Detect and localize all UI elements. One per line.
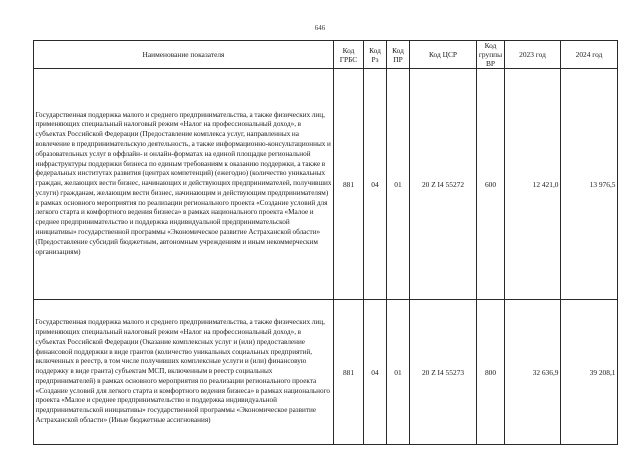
row-2023: 32 636,9 bbox=[505, 300, 561, 445]
header-vr: Код группы ВР bbox=[477, 41, 505, 69]
row-name: Государственная поддержка малого и среднего предпринимательства, а также физических лиц, применяющих специальный налоговый режим «Налог на профессиональный доход», в субъектах Российской Федерации (Оказание комплексных услуг и (или) предоставление финансовой поддержки в виде грантов (количество уникальных социальных предприятий, включенных в реестр, в том числе получивших комплексные услуги и (или) финансовую поддержку в виде гранта) субъектам МСП, включенным в реестр социальных предпринимателей) в рамках основного мероприятия по реализации регионального проекта «Создание условий для легкого старта и комфортного ведения бизнеса» в рамках национального проекта «Малое и среднее предпринимательство и поддержка индивидуальной предпринимательской инициативы» государственной программы «Экономическое развитие Астраханской области» (Иные бюджетные ассигнования) bbox=[34, 300, 334, 445]
table-row bbox=[34, 300, 618, 445]
row-rz: 04 bbox=[364, 69, 387, 300]
row-pr: 01 bbox=[387, 300, 410, 445]
header-2023: 2023 год bbox=[505, 41, 561, 69]
row-2024: 13 976,5 bbox=[561, 69, 618, 300]
row-2024: 39 208,1 bbox=[561, 300, 618, 445]
header-rz: Код Рз bbox=[364, 41, 387, 69]
header-name: Наименование показателя bbox=[34, 41, 334, 69]
header-grbs: Код ГРБС bbox=[334, 41, 364, 69]
row-csr: 20 Z I4 55272 bbox=[410, 69, 477, 300]
row-rz: 04 bbox=[364, 300, 387, 445]
table-header-row bbox=[34, 41, 618, 69]
row-grbs: 881 bbox=[334, 300, 364, 445]
row-csr: 20 Z I4 55273 bbox=[410, 300, 477, 445]
header-2024: 2024 год bbox=[561, 41, 618, 69]
row-vr: 800 bbox=[477, 300, 505, 445]
header-pr: Код ПР bbox=[387, 41, 410, 69]
row-name: Государственная поддержка малого и среднего предпринимательства, а также физических лиц, применяющих специальный налоговый режим «Налог на профессиональный доход», в субъектах Российской Федерации (Предоставление комплекса услуг, направленных на вовлечение в предпринимательскую деятельность, а также информационно-консультационных и образовательных услуг в оффлайн- и онлайн-форматах на единой площадке региональной инфраструктуры поддержки бизнеса по единым требованиям к оказанию поддержки, а также в федеральных институтах развития (центрах компетенций) (ежегодно) (количество уникальных граждан, желающих вести бизнес, начинающих и действующих предпринимателей, получивших услуги) гражданам, желающим вести бизнес, начинающим и действующим предпринимателям) в рамках основного мероприятия по реализации регионального проекта «Создание условий для легкого старта и комфортного ведения бизнеса» в рамках национального проекта «Малое и среднее предпринимательство и поддержка индивидуальной предпринимательской инициативы» государственной программы «Экономическое развитие Астраханской области» (Предоставление субсидий бюджетным, автономным учреждениям и иным некоммерческим организациям) bbox=[34, 69, 334, 300]
page-number: 646 bbox=[314, 24, 326, 32]
row-pr: 01 bbox=[387, 69, 410, 300]
budget-table bbox=[33, 40, 618, 445]
row-vr: 600 bbox=[477, 69, 505, 300]
row-grbs: 881 bbox=[334, 69, 364, 300]
header-csr: Код ЦСР bbox=[410, 41, 477, 69]
table-row bbox=[34, 69, 618, 300]
row-2023: 12 421,0 bbox=[505, 69, 561, 300]
